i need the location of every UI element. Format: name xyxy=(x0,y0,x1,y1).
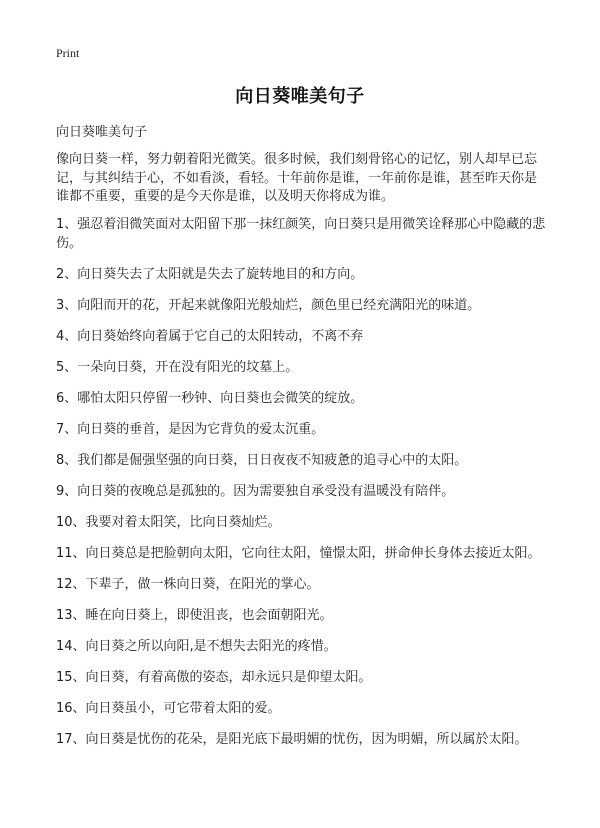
print-link[interactable]: Print xyxy=(56,46,80,60)
list-item: 8、我们都是倔强坚强的向日葵，日日夜夜不知疲惫的追寻心中的太阳。 xyxy=(56,453,468,468)
list-item: 15、向日葵，有着高傲的姿态，却永远只是仰望太阳。 xyxy=(56,670,372,685)
list-item: 11、向日葵总是把脸朝向太阳，它向往太阳，憧憬太阳，拼命伸长身体去接近太阳。 xyxy=(56,546,541,561)
list-item: 5、一朵向日葵，开在没有阳光的坟墓上。 xyxy=(56,360,299,375)
list-item: 6、哪怕太阳只停留一秒钟、向日葵也会微笑的绽放。 xyxy=(56,391,364,406)
list-item: 13、睡在向日葵上，即使沮丧，也会面朝阳光。 xyxy=(56,608,333,623)
list-item: 14、向日葵之所以向阳,是不想失去阳光的疼惜。 xyxy=(56,639,337,654)
list-item: 16、向日葵虽小，可它带着太阳的爱。 xyxy=(56,701,281,716)
list-item: 4、向日葵始终向着属于它自己的太阳转动，不离不弃 xyxy=(56,329,364,344)
sentence-list xyxy=(56,215,552,761)
intro-paragraph: 像向日葵一样，努力朝着阳光微笑。很多时候，我们刻骨铭心的记忆，别人却早已忘记，与其纠结于心，不如看淡，看轻。十年前你是谁，一年前你是谁，甚至昨天你是谁都不重要，重要的是今天你是谁，以及明天你将成为谁。 xyxy=(56,152,538,204)
list-item: 9、向日葵的夜晚总是孤独的。因为需要独自承受没有温暖没有陪伴。 xyxy=(56,484,455,499)
list-item: 17、向日葵是忧伤的花朵，是阳光底下最明媚的忧伤，因为明媚，所以属於太阳。 xyxy=(56,732,528,747)
list-item: 2、向日葵失去了太阳就是失去了旋转地目的和方向。 xyxy=(56,267,364,282)
page-title: 向日葵唯美句子 xyxy=(235,86,365,107)
list-item: 10、我要对着太阳笑，比向日葵灿烂。 xyxy=(56,515,281,530)
list-item: 12、下辈子，做一株向日葵，在阳光的掌心。 xyxy=(56,577,320,592)
article-subtitle: 向日葵唯美句子 xyxy=(56,125,148,140)
list-item: 1、强忍着泪微笑面对太阳留下那一抹红颜笑，向日葵只是用微笑诠释那心中隐藏的悲伤。 xyxy=(56,217,546,251)
list-item: 3、向阳而开的花，开起来就像阳光般灿烂，颜色里已经充满阳光的味道。 xyxy=(56,298,481,313)
list-item: 7、向日葵的垂首，是因为它背负的爱太沉重。 xyxy=(56,422,325,437)
